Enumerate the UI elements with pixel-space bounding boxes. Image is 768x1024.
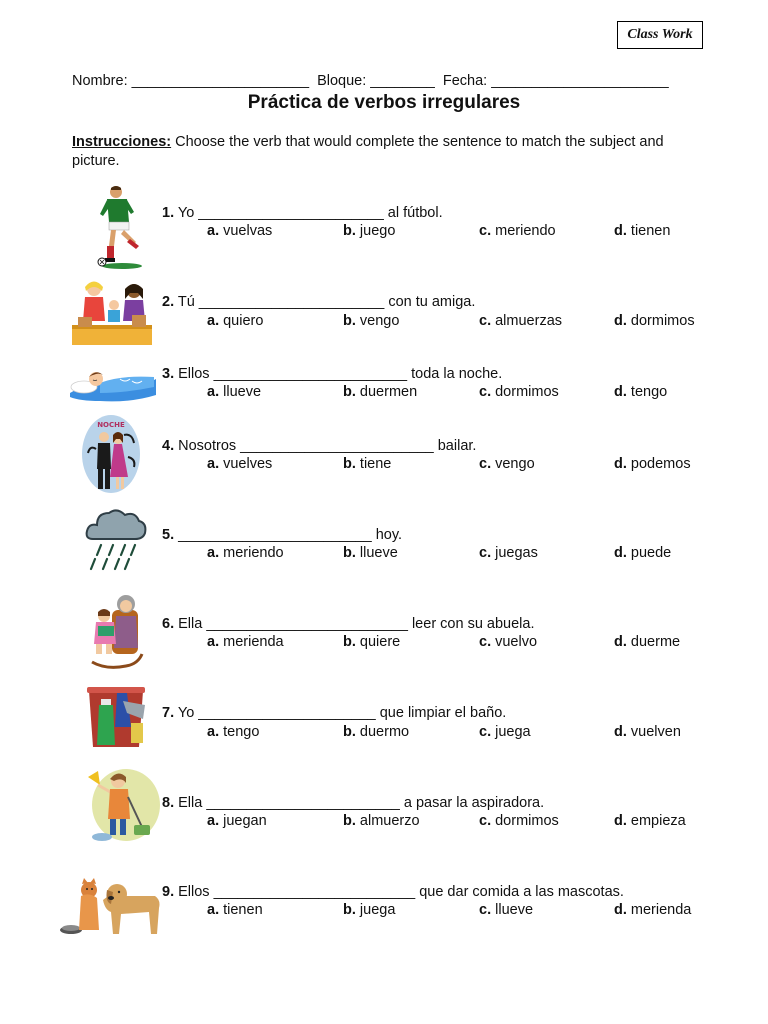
question-number: 1. [162, 205, 175, 221]
question-number: 3. [162, 366, 175, 382]
question-text: Tú _______________________ con tu amiga. [174, 294, 476, 310]
question-text: Yo _______________________ al fútbol. [174, 205, 443, 221]
question-2 [162, 294, 475, 310]
option-d: d. puede [614, 545, 672, 561]
option-b: b. vengo [343, 313, 400, 329]
option-a: a. quiero [207, 313, 264, 329]
instructions-label: Instrucciones: [72, 134, 172, 150]
class-work-box: Class Work [617, 21, 703, 49]
option-c: c. meriendo [479, 223, 556, 239]
option-c: c. almuerzas [479, 313, 563, 329]
option-c: c. juega [479, 724, 531, 740]
question-number: 7. [162, 705, 175, 721]
option-c: c. vuelvo [479, 634, 538, 650]
question-8 [162, 795, 544, 811]
option-b: b. almuerzo [343, 813, 420, 829]
option-a: a. juegan [207, 813, 267, 829]
question-6 [162, 616, 535, 632]
option-b: b. quiere [343, 634, 401, 650]
question-text: Ella ________________________ a pasar la aspiradora. [174, 795, 545, 811]
option-d: d. dormimos [614, 313, 695, 329]
option-b: b. juega [343, 902, 396, 918]
question-number: 2. [162, 294, 175, 310]
option-d: d. tengo [614, 384, 668, 400]
option-d: d. podemos [614, 456, 691, 472]
question-1 [162, 205, 443, 221]
question-3 [162, 366, 502, 382]
option-b: b. duermen [343, 384, 418, 400]
option-a: a. tengo [207, 724, 260, 740]
question-number: 6. [162, 616, 175, 632]
option-d: d. empieza [614, 813, 686, 829]
question-text: Ella _________________________ leer con su abuela. [174, 616, 535, 632]
question-number: 4. [162, 438, 175, 454]
question-9 [162, 884, 624, 900]
rain-cloud-icon [85, 505, 147, 575]
question-number: 9. [162, 884, 175, 900]
question-number: 5. [162, 527, 175, 543]
girl-vacuuming-icon [82, 763, 162, 843]
question-text: Ellos ________________________ toda la noche. [174, 366, 503, 382]
option-a: a. tienen [207, 902, 263, 918]
cat-and-dog-icon [59, 878, 163, 936]
name-block-date-line: Nombre: ______________________ Bloque: ________ Fecha: ______________________ [72, 73, 669, 89]
option-d: d. tienen [614, 223, 671, 239]
cleaning-supplies-icon [87, 683, 149, 749]
question-5 [162, 527, 402, 543]
option-c: c. dormimos [479, 813, 559, 829]
option-d: d. vuelven [614, 724, 681, 740]
question-text: Nosotros ________________________ bailar. [174, 438, 477, 454]
option-c: c. dormimos [479, 384, 559, 400]
option-c: c. juegas [479, 545, 538, 561]
question-text: Yo ______________________ que limpiar el baño. [174, 705, 507, 721]
option-b: b. tiene [343, 456, 392, 472]
sleeping-child-icon [70, 363, 158, 403]
option-a: a. vuelves [207, 456, 273, 472]
worksheet-title: Práctica de verbos irregulares [247, 92, 521, 113]
dancing-couple-icon [80, 413, 142, 495]
option-b: b. juego [343, 223, 396, 239]
option-a: a. vuelvas [207, 223, 273, 239]
option-d: d. merienda [614, 902, 692, 918]
question-7 [162, 705, 506, 721]
grandmother-reading-icon [86, 592, 144, 672]
option-a: a. merienda [207, 634, 284, 650]
option-a: a. meriendo [207, 545, 284, 561]
instructions [72, 133, 712, 171]
option-c: c. vengo [479, 456, 535, 472]
option-d: d. duerme [614, 634, 681, 650]
question-text: Ellos _________________________ que dar comida a las mascotas. [174, 884, 624, 900]
soccer-player-icon [94, 184, 144, 270]
question-number: 8. [162, 795, 175, 811]
question-4 [162, 438, 476, 454]
option-c: c. llueve [479, 902, 534, 918]
option-b: b. llueve [343, 545, 398, 561]
kids-at-table-icon [72, 279, 154, 347]
option-b: b. duermo [343, 724, 410, 740]
option-a: a. llueve [207, 384, 262, 400]
question-text: ________________________ hoy. [174, 527, 403, 543]
svg-text:NOCHE: NOCHE [97, 421, 125, 429]
instructions-text: Choose the verb that would complete the sentence to match the subject and picture. [72, 134, 664, 169]
